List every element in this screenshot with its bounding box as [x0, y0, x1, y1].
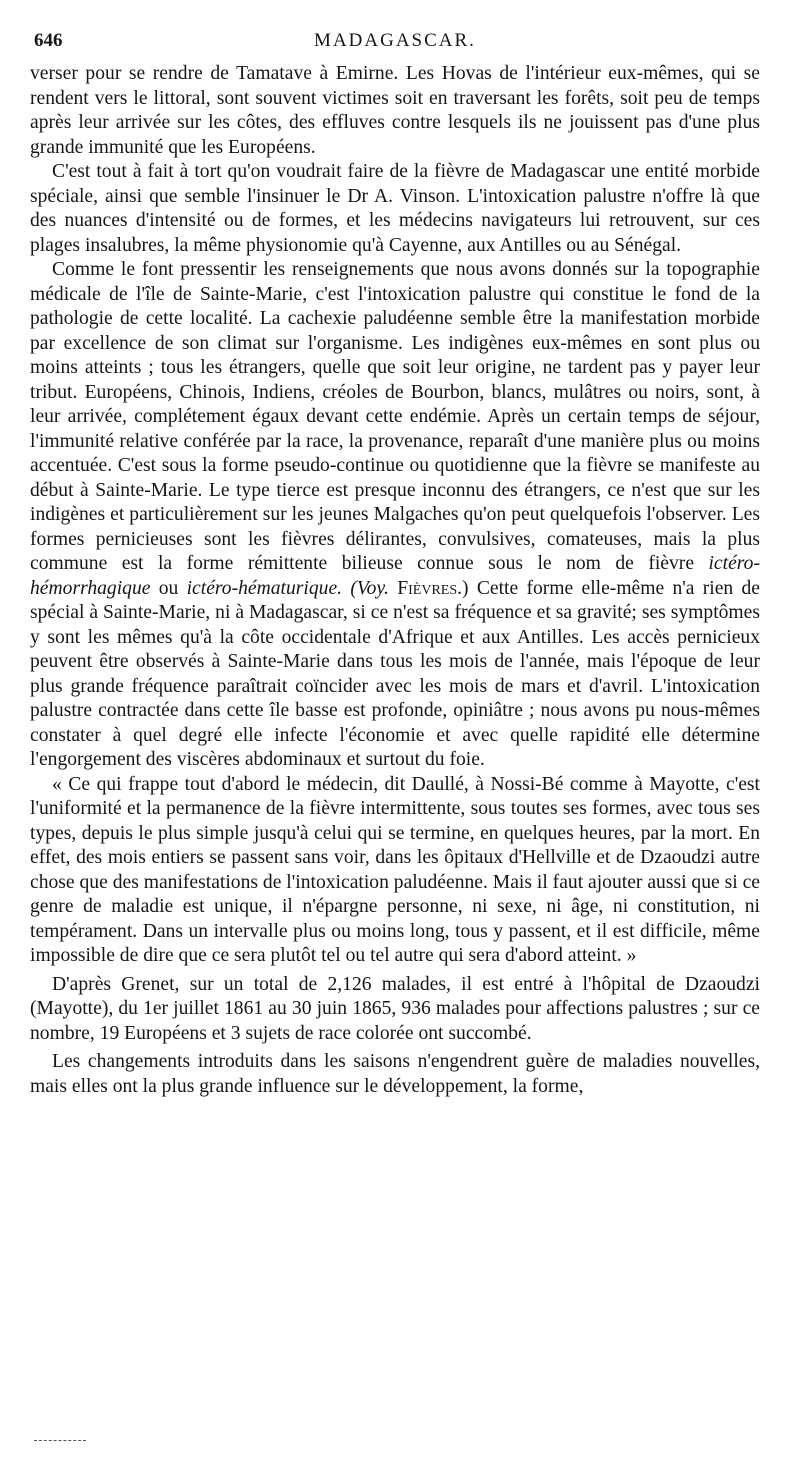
paragraph-1 — [30, 62, 760, 160]
paragraph-2 — [30, 160, 760, 258]
paragraph-2-text: C'est tout à fait à tort qu'on voudrait faire de la fièvre de Madagascar une entité morbide spéciale, ainsi que semble l'insinuer le Dr A. Vinson. L'intoxication palustre n'offre là que des nuances d'intensité ou de formes, et les médecins navigateurs lui retrouvent, sur ces plages insalubres, la même physionomie qu'à Cayenne, aux Antilles ou au Sénégal. — [30, 161, 760, 256]
paragraph-1-text: verser pour se rendre de Tamatave à Emirne. Les Hovas de l'intérieur eux-mêmes, qui se rendent vers le littoral, sont souvent victimes soit en traversant les forêts, soit peu de temps après leur arrivée sur les côtes, des effluves contre lesquels ils ne jouissent pas d'une plus grande immunité que les Européens. — [30, 63, 760, 158]
paragraph-3-italic-term-2: ictéro-hématurique. (Voy. — [186, 577, 389, 599]
running-title: MADAGASCAR. — [314, 30, 476, 51]
paragraph-3-space — [389, 578, 397, 599]
paragraph-4-text: « Ce qui frappe tout d'abord le médecin, dit Daullé, à Nossi-Bé comme à Mayotte, c'est l'uniformité et la permanence de la fièvre intermittente, sous toutes ses formes, avec tous ses types, depuis le plus simple jusqu'à celui qui se termine, en quelques heures, par la mort. En effet, des mois entiers se passent sans voir, dans les ôpitaux d'Hellville et de Dzaoudzi autre chose que des manifestations de l'intoxication paludéenne. Mais il faut ajouter aussi que si ce genre de maladie est unique, il n'épargne personne, ni sexe, ni âge, ni constitution, ni tempérament. Dans un intervalle plus ou moins long, tous y passent, et il est difficile, même impossible de dire que ce sera plutôt tel ou tel autre qui sera d'abord atteint. » — [30, 773, 760, 966]
page-header — [30, 30, 760, 56]
paragraph-3-text: Comme le font pressentir les renseignements que nous avons donnés sur la topographie médicale de l'île de Sainte-Marie, c'est l'intoxication palustre qui constitue le fond de la pathologie de cette localité. La cachexie paludéenne semble être la manifestation morbide par excellence de son climat sur l'organisme. Les indigènes eux-mêmes en sont plus ou moins atteints ; tous les étrangers, quelle que soit leur origine, ne tardent pas y payer leur tribut. Européens, Chinois, Indiens, créoles de Bourbon, blancs, mulâtres ou noirs, sont, à leur arrivée, complétement égaux devant cette endémie. Après un certain temps de séjour, l'immunité relative conférée par la race, la provenance, reparaît d'une manière plus ou moins accentuée. C'est sous la forme pseudo-continue ou quotidienne que la fièvre se manifeste au début à Sainte-Marie. Le type tierce est presque inconnu des étrangers, ce n'est que sur les indigènes et particulièrement sur les jeunes Malgaches qu'on peut quelquefois l'observer. Les formes pernicieuses sont les fièvres délirantes, convulsives, comateuses, mais la plus commune est la forme rémittente bilieuse connue sous le nom de fièvre — [30, 259, 760, 574]
body-text — [30, 62, 760, 1099]
paragraph-3-italic-term-1: ictéro-hémorrhagique — [30, 553, 760, 599]
footnote-rule — [34, 1440, 86, 1441]
paragraph-5 — [30, 973, 760, 1047]
paragraph-5-text: D'après Grenet, sur un total de 2,126 malades, il est entré à l'hôpital de Dzaoudzi (Mayotte), du 1er juillet 1861 au 30 juin 1865, 936 malades pour affections palustres ; sur ce nombre, 19 Européens et 3 sujets de race colorée ont succombé. — [30, 973, 760, 1044]
paragraph-4-quotation — [30, 773, 760, 969]
paragraph-3-text-2: ou — [150, 577, 187, 599]
paragraph-6-text: Les changements introduits dans les saisons n'engendrent guère de maladies nouvelles, mais elles ont la plus grande influence sur le développement, la forme, — [30, 1051, 760, 1097]
paragraph-3-cross-reference: Fièvres — [397, 577, 458, 599]
page-number: 646 — [34, 30, 63, 51]
paragraph-3-text-3: .) Cette forme elle-même n'a rien de spécial à Sainte-Marie, ni à Madagascar, si ce n'est sa fréquence et sa gravité; ses symptômes y sont les mêmes qu'à la côte occidentale d'Afrique et aux Antilles. Les accès pernicieux peuvent être observés à Sainte-Marie dans tous les mois de l'année, mais l'époque de leur plus grande fréquence paraîtrait coïncider avec les mois de mars et d'avril. L'intoxication palustre contractée dans cette île basse est profonde, opiniâtre ; nous avons pu nous-mêmes constater à quel degré elle infecte l'économie et avec quelle rapidité elle détermine l'engorgement des viscères abdominaux et surtout du foie. — [30, 577, 760, 770]
paragraph-6 — [30, 1050, 760, 1099]
paragraph-3 — [30, 258, 760, 773]
